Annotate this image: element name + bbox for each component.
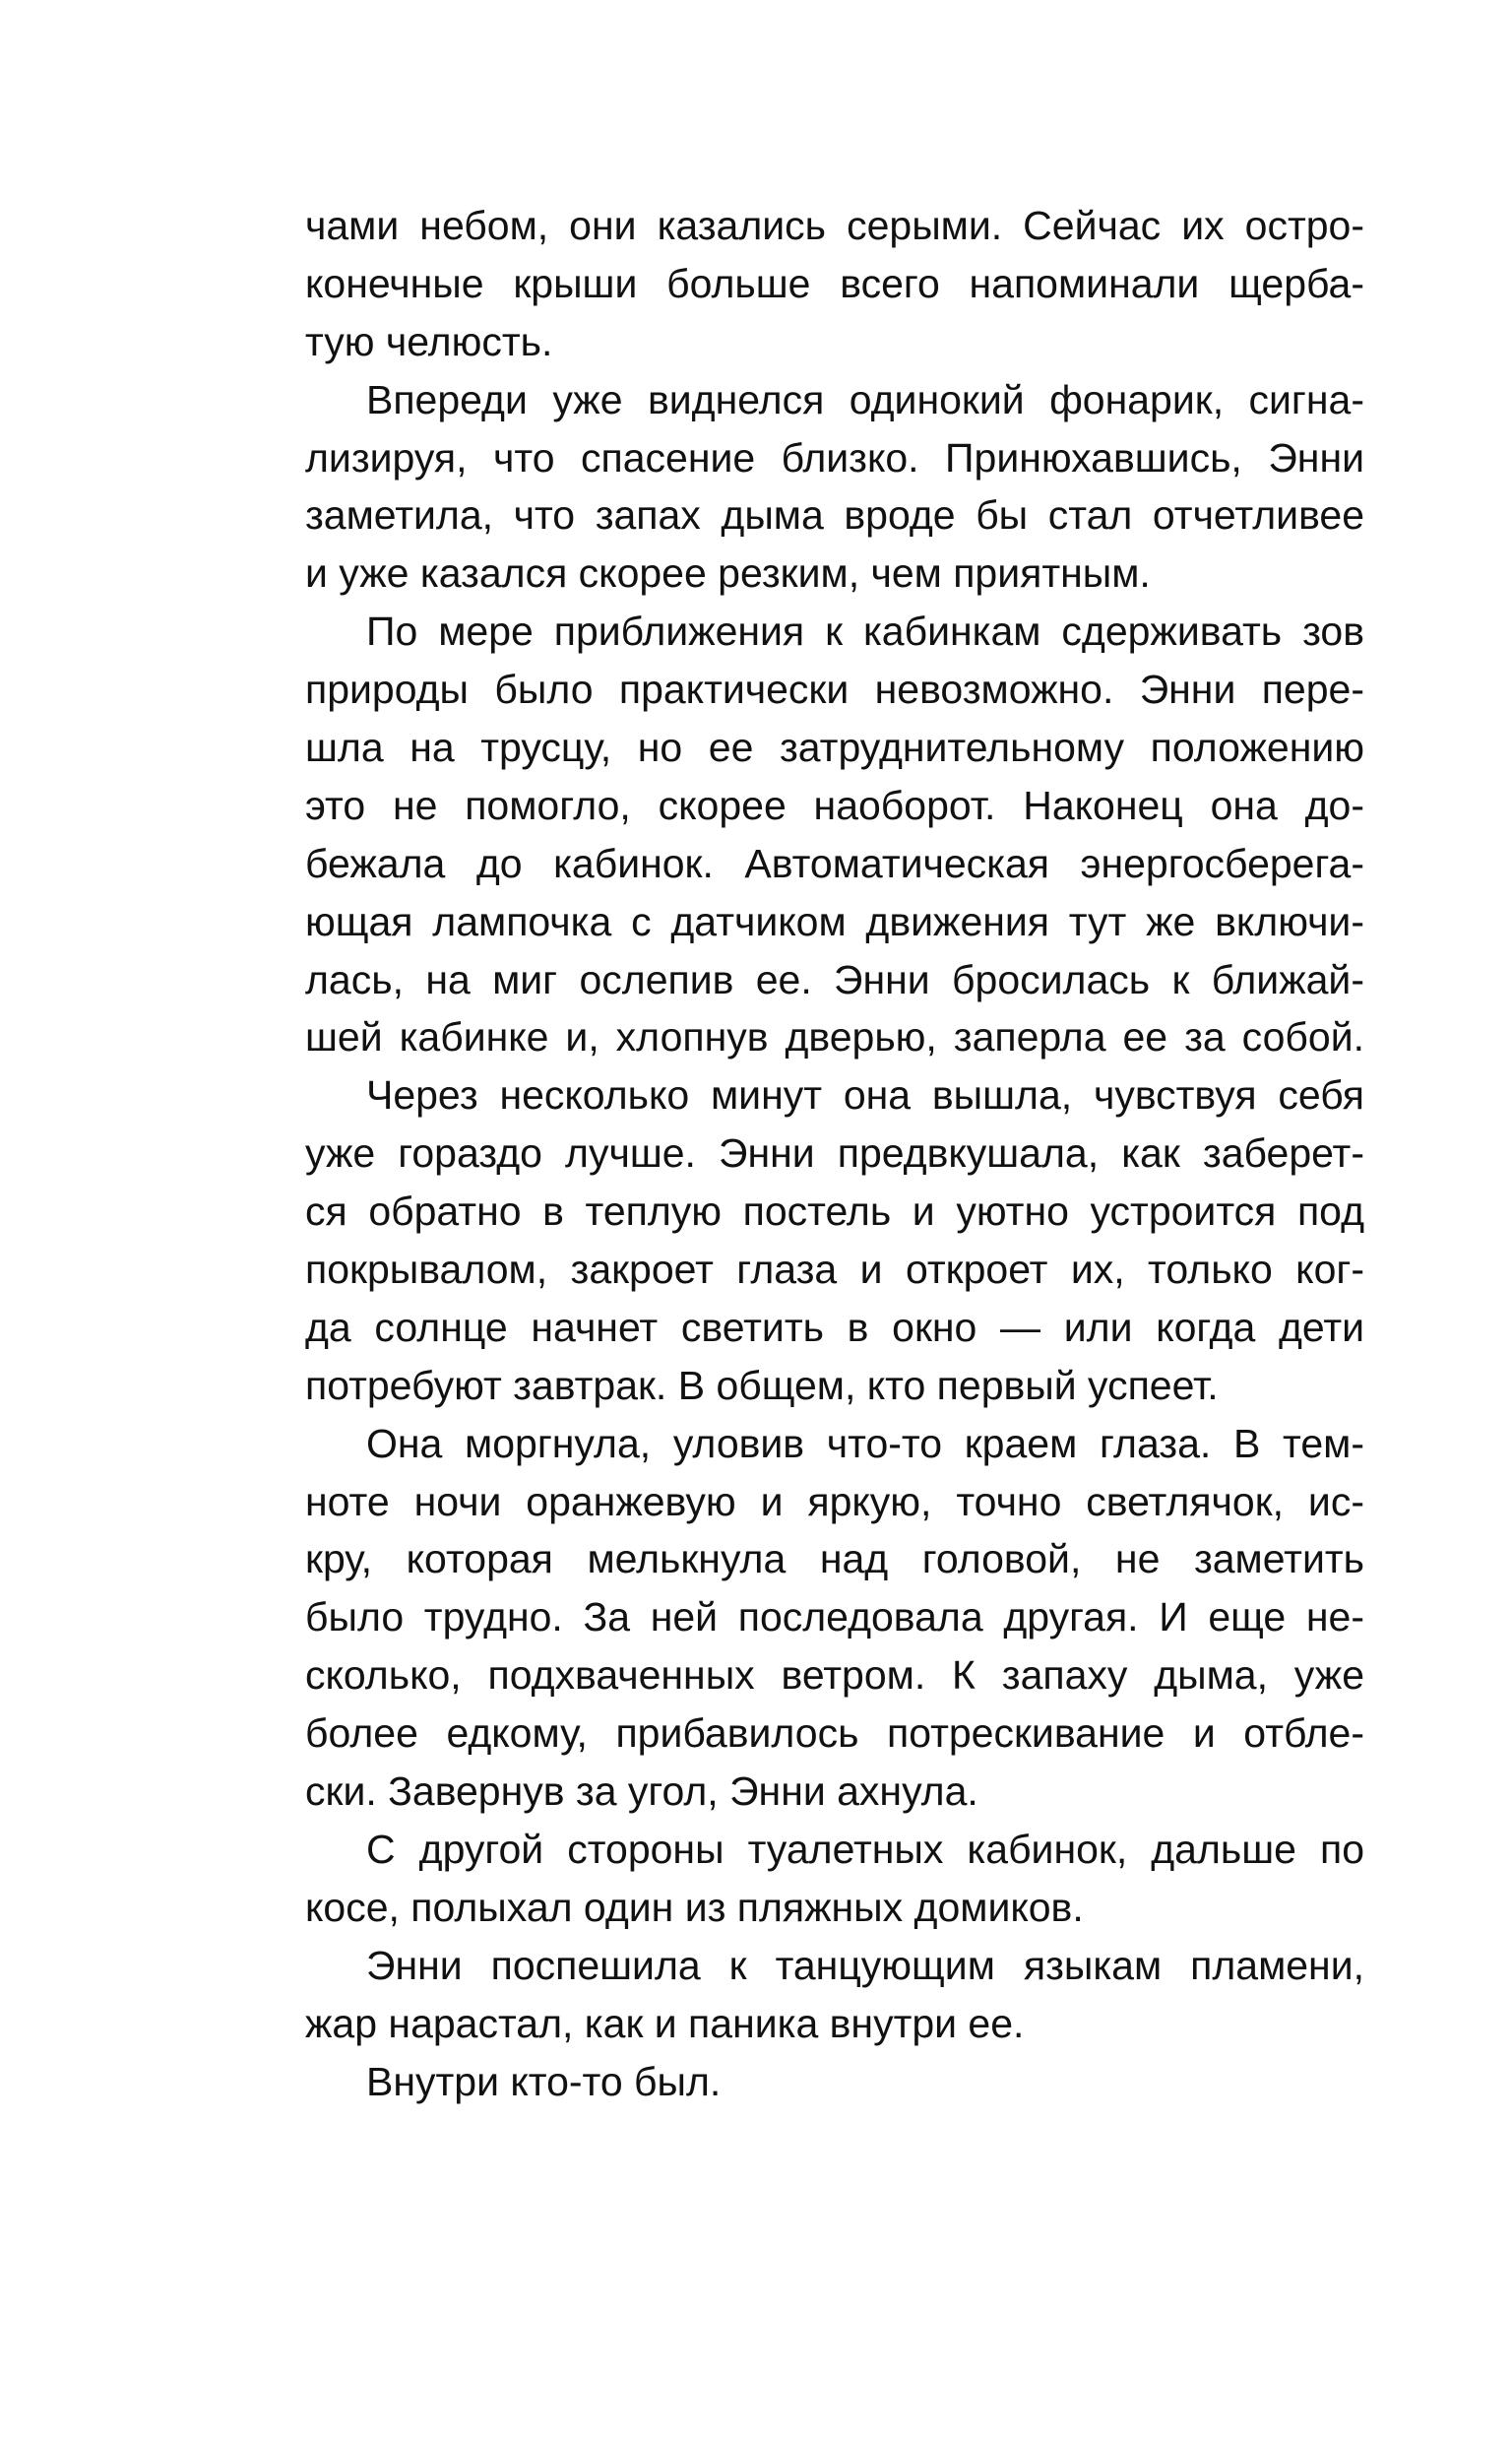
- text-line: тую челюсть.: [305, 318, 553, 364]
- paragraph: [305, 1937, 1364, 2053]
- text-line: Внутри кто-то был.: [366, 2058, 722, 2104]
- text-line: да солнце начнет светить в окно — или когда дети: [305, 1304, 1364, 1350]
- paragraph: [305, 1821, 1364, 1937]
- text-line: ски. Завернув за угол, Энни ахнула.: [305, 1768, 978, 1815]
- text-line: сколько, подхваченных ветром. К запаху дыма, уже: [305, 1652, 1364, 1699]
- text-line: жар нарастал, как и паника внутри ее.: [305, 2000, 1025, 2046]
- text-line: ноте ночи оранжевую и яркую, точно светлячок, ис-: [305, 1478, 1364, 1524]
- text-line: потребуют завтрак. В общем, кто первый успеет.: [305, 1362, 1219, 1408]
- text-line: Через несколько минут она вышла, чувствуя себя: [366, 1072, 1364, 1119]
- paragraph: [305, 2053, 1364, 2111]
- text-line: природы было практически невозможно. Энни пере-: [305, 667, 1364, 713]
- text-line: было трудно. За ней последовала другая. И еще не-: [305, 1594, 1364, 1640]
- text-line: заметила, что запах дыма вроде бы стал отчетливее: [305, 492, 1364, 539]
- text-line: лизируя, что спасение близко. Принюхавшись, Энни: [305, 434, 1364, 481]
- text-line: бежала до кабинок. Автоматическая энергосберега-: [305, 840, 1364, 886]
- text-line: ющая лампочка с датчиком движения тут же включи-: [305, 898, 1364, 944]
- text-line: шла на трусцу, но ее затруднительному положению: [305, 725, 1364, 771]
- text-line: чами небом, они казались серыми. Сейчас их остро-: [305, 203, 1364, 248]
- text-line: более едкому, прибавилось потрескивание и отбле-: [305, 1710, 1364, 1757]
- paragraph: [305, 371, 1364, 604]
- paragraph: [305, 603, 1364, 1066]
- text-line: По мере приближения к кабинкам сдерживать зов: [366, 609, 1364, 655]
- text-line: лась, на миг ослепив ее. Энни бросилась к ближай-: [305, 956, 1364, 1002]
- text-line: шей кабинке и, хлопнув дверью, заперла ее за собой.: [305, 1014, 1364, 1061]
- text-line: это не помогло, скорее наоборот. Наконец она до-: [305, 782, 1364, 828]
- text-line: Энни поспешила к танцующим языкам пламени,: [366, 1942, 1364, 1988]
- text-line: Она моргнула, уловив что-то краем глаза. В тем-: [366, 1420, 1364, 1466]
- paragraph: [305, 1415, 1364, 1821]
- text-line: ся обратно в теплую постель и уютно устроится под: [305, 1189, 1364, 1235]
- text-line: косе, полыхал один из пляжных домиков.: [305, 1884, 1084, 1930]
- paragraph: [305, 197, 1364, 371]
- text-line: Впереди уже виднелся одинокий фонарик, сигна-: [366, 376, 1364, 422]
- paragraph: [305, 1066, 1364, 1414]
- text-line: покрывалом, закроет глаза и откроет их, только ког-: [305, 1247, 1364, 1293]
- text-line: конечные крыши больше всего напоминали щерба-: [305, 260, 1364, 306]
- text-line: кру, которая мелькнула над головой, не заметить: [305, 1536, 1364, 1582]
- text-line: С другой стороны туалетных кабинок, дальше по: [366, 1826, 1364, 1872]
- text-line: уже гораздо лучше. Энни предвкушала, как заберет-: [305, 1130, 1364, 1177]
- text-line: и уже казался скорее резким, чем приятным.: [305, 550, 1151, 597]
- body-text: [305, 197, 1364, 2110]
